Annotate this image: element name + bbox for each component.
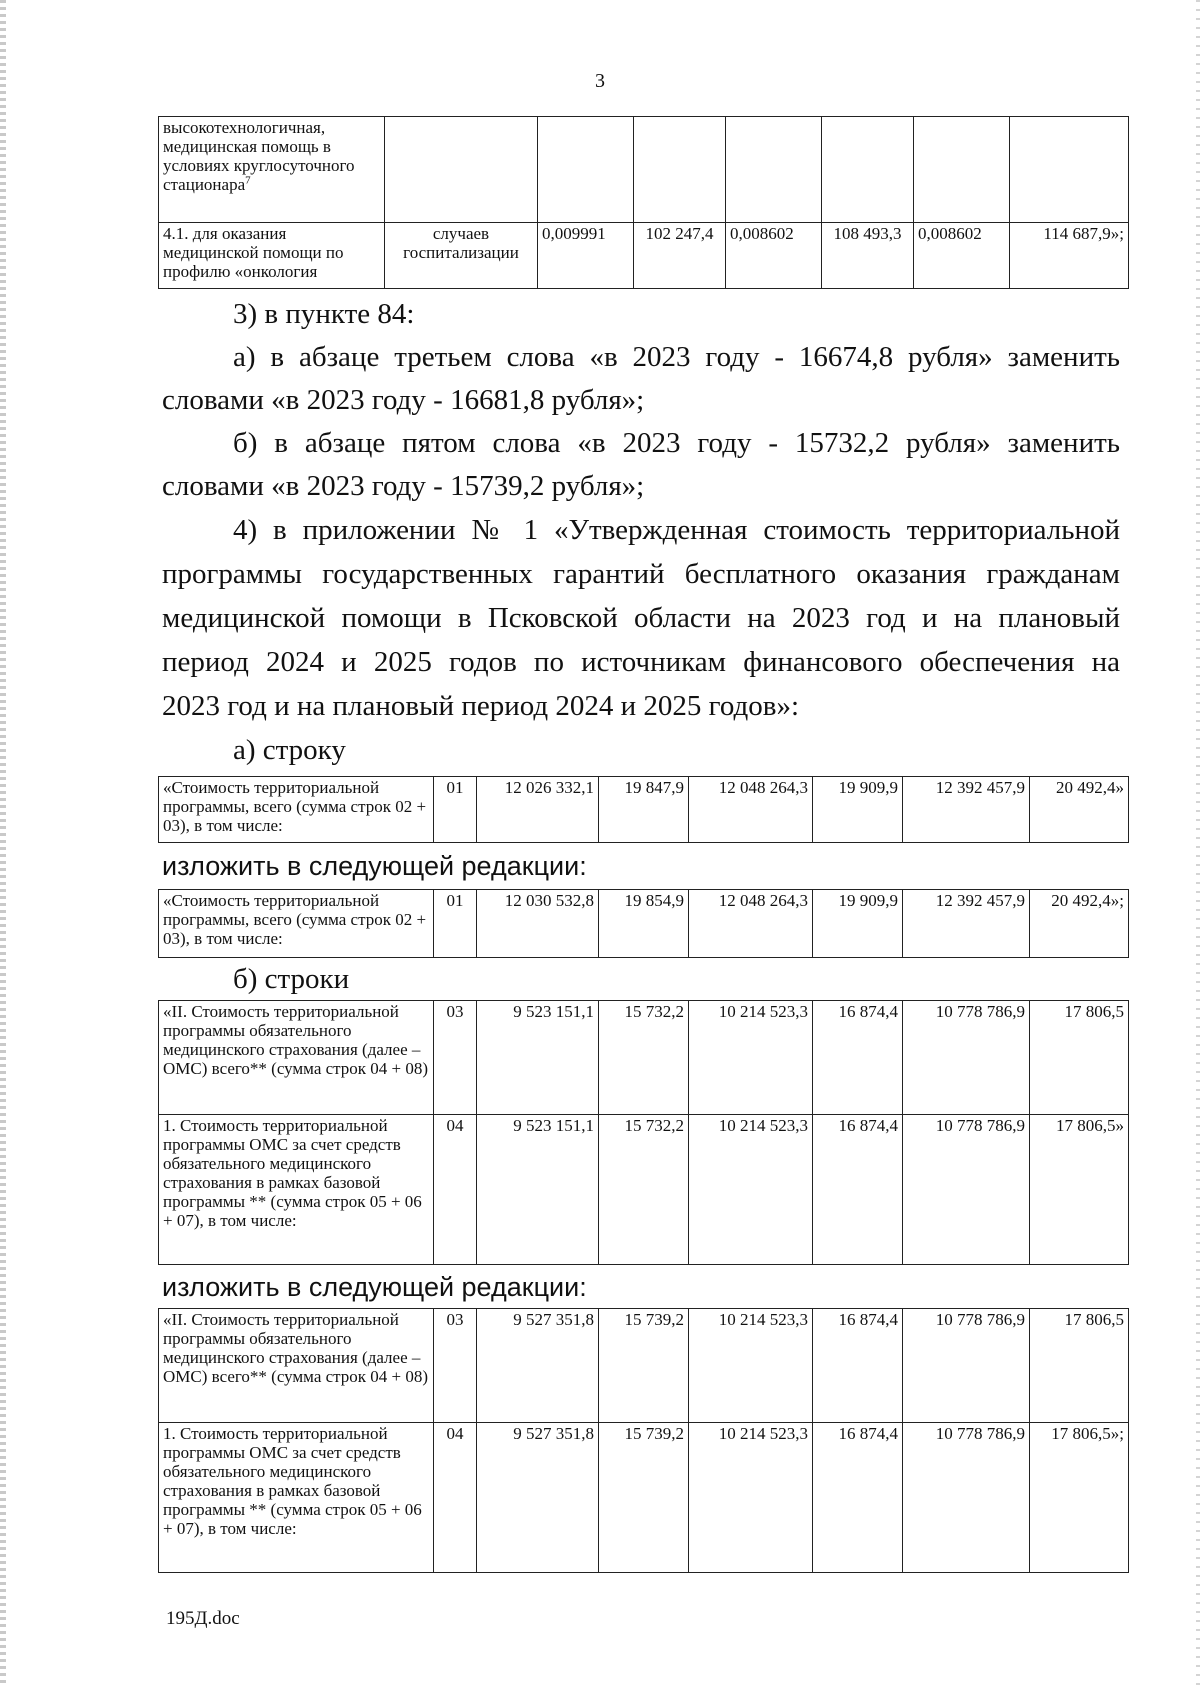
paragraph-b-stroki: б) строки <box>233 963 350 995</box>
table-cell: 12 392 457,9 <box>903 890 1030 958</box>
paragraph-b-line-1: б) в абзаце пятом слова «в 2023 году - 15732,2 рубля» заменить <box>233 427 1120 459</box>
scan-edge-right <box>1196 0 1200 1686</box>
table-row <box>159 223 1129 289</box>
scan-edge-left <box>0 0 6 1686</box>
table-a-new <box>158 889 1129 958</box>
table-cell: 1. Стоимость территориальной программы ОМС за счет средств обязательного медицинского страхования в рамках базовой программы ** (сумма строк 05 + 06 + 07), в том числе: <box>159 1115 434 1265</box>
table-cell: 102 247,4 <box>634 223 726 289</box>
table-cell: 10 214 523,3 <box>689 1001 813 1115</box>
table-cell: 10 214 523,3 <box>689 1423 813 1573</box>
table-a-old <box>158 776 1129 843</box>
table-cell: 20 492,4»; <box>1030 890 1129 958</box>
table-row <box>159 1423 1129 1573</box>
table-cell: 19 847,9 <box>599 777 689 843</box>
table-cell: 1. Стоимость территориальной программы ОМС за счет средств обязательного медицинского страхования в рамках базовой программы ** (сумма строк 05 + 06 + 07), в том числе: <box>159 1423 434 1573</box>
table-row <box>159 1115 1129 1265</box>
table-cell <box>726 117 822 223</box>
table-cell: 9 523 151,1 <box>477 1115 599 1265</box>
table-cell: 15 739,2 <box>599 1309 689 1423</box>
edit-caption-1: изложить в следующей редакции: <box>162 851 587 881</box>
table-cell: 15 732,2 <box>599 1001 689 1115</box>
table-cell: 108 493,3 <box>822 223 914 289</box>
table-cell: 10 778 786,9 <box>903 1309 1030 1423</box>
table-cell: 0,008602 <box>914 223 1010 289</box>
table-cell <box>385 117 538 223</box>
table-cell: 19 909,9 <box>813 777 903 843</box>
table-cell: 10 214 523,3 <box>689 1115 813 1265</box>
table-cell: 17 806,5 <box>1030 1001 1129 1115</box>
table-cell: 15 732,2 <box>599 1115 689 1265</box>
table-cell <box>634 117 726 223</box>
paragraph-item-3: 3) в пункте 84: <box>233 298 415 330</box>
table-cell: 04 <box>434 1423 477 1573</box>
table-cell: 12 392 457,9 <box>903 777 1030 843</box>
table-cell: 12 048 264,3 <box>689 777 813 843</box>
table-cell: 16 874,4 <box>813 1309 903 1423</box>
table-cell: высокотехнологичная, медицинская помощь в условиях круглосуточного стационара$^7$ <box>159 117 385 223</box>
table-row <box>159 890 1129 958</box>
paragraph-4-line-1: 4) в приложении № 1 «Утвержденная стоимость территориальной <box>233 514 1120 546</box>
table-row <box>159 117 1129 223</box>
table-cell: 9 523 151,1 <box>477 1001 599 1115</box>
table-cell: 19 854,9 <box>599 890 689 958</box>
footer-filename: 195Д.doc <box>166 1608 240 1629</box>
paragraph-a-line-2: словами «в 2023 году - 16681,8 рубля»; <box>162 384 645 416</box>
table-b-old <box>158 1000 1129 1265</box>
table-cell: 17 806,5 <box>1030 1309 1129 1423</box>
edit-caption-2: изложить в следующей редакции: <box>162 1272 587 1302</box>
table-cell: 17 806,5»; <box>1030 1423 1129 1573</box>
table-cell: 10 778 786,9 <box>903 1423 1030 1573</box>
table-cell: 16 874,4 <box>813 1115 903 1265</box>
table-cell: 01 <box>434 890 477 958</box>
table-cell: 03 <box>434 1001 477 1115</box>
table-cell: 16 874,4 <box>813 1001 903 1115</box>
table-cell: 01 <box>434 777 477 843</box>
paragraph-4-line-5: 2023 год и на плановый период 2024 и 2025 годов»: <box>162 690 800 722</box>
table-cell: 10 778 786,9 <box>903 1001 1030 1115</box>
table-cell: 4.1. для оказания медицинской помощи по профилю «онкология <box>159 223 385 289</box>
table-cell: 10 214 523,3 <box>689 1309 813 1423</box>
table-cell: 9 527 351,8 <box>477 1423 599 1573</box>
table-cell: 9 527 351,8 <box>477 1309 599 1423</box>
table-cell: «II. Стоимость территориальной программы обязательного медицинского страхования (далее – ОМС) всего** (сумма строк 04 + 08) <box>159 1309 434 1423</box>
table-cell <box>914 117 1010 223</box>
table-cell: 114 687,9»; <box>1010 223 1129 289</box>
table-cell: 20 492,4» <box>1030 777 1129 843</box>
table-b-new <box>158 1308 1129 1573</box>
table-cell <box>822 117 914 223</box>
table-cell: «Стоимость территориальной программы, всего (сумма строк 02 + 03), в том числе: <box>159 890 434 958</box>
table-cell: 17 806,5» <box>1030 1115 1129 1265</box>
table-cell: 10 778 786,9 <box>903 1115 1030 1265</box>
paragraph-4-line-2: программы государственных гарантий бесплатного оказания гражданам <box>162 558 1120 590</box>
table-cell: случаев госпитализации <box>385 223 538 289</box>
table-cell: 16 874,4 <box>813 1423 903 1573</box>
table-cell: 12 026 332,1 <box>477 777 599 843</box>
table-cell <box>1010 117 1129 223</box>
table-cell: 04 <box>434 1115 477 1265</box>
table-cell: «Стоимость территориальной программы, всего (сумма строк 02 + 03), в том числе: <box>159 777 434 843</box>
table-cell <box>538 117 634 223</box>
paragraph-a-stroku: а) строку <box>233 734 346 766</box>
table-top-continuation <box>158 116 1129 289</box>
table-row <box>159 1309 1129 1423</box>
paragraph-4-line-4: период 2024 и 2025 годов по источникам финансового обеспечения на <box>162 646 1120 678</box>
table-cell: 15 739,2 <box>599 1423 689 1573</box>
table-cell: «II. Стоимость территориальной программы обязательного медицинского страхования (далее – ОМС) всего** (сумма строк 04 + 08) <box>159 1001 434 1115</box>
table-row <box>159 1001 1129 1115</box>
table-row <box>159 777 1129 843</box>
table-cell: 0,008602 <box>726 223 822 289</box>
paragraph-b-line-2: словами «в 2023 году - 15739,2 рубля»; <box>162 470 645 502</box>
table-cell: 03 <box>434 1309 477 1423</box>
footnote-mark: 7 <box>245 174 251 187</box>
table-cell: 0,009991 <box>538 223 634 289</box>
table-cell: 19 909,9 <box>813 890 903 958</box>
paragraph-a-line-1: а) в абзаце третьем слова «в 2023 году - 16674,8 рубля» заменить <box>233 341 1120 373</box>
table-cell: 12 048 264,3 <box>689 890 813 958</box>
table-cell: 12 030 532,8 <box>477 890 599 958</box>
page-number: 3 <box>595 70 605 92</box>
paragraph-4-line-3: медицинской помощи в Псковской области на 2023 год и на плановый <box>162 602 1120 634</box>
